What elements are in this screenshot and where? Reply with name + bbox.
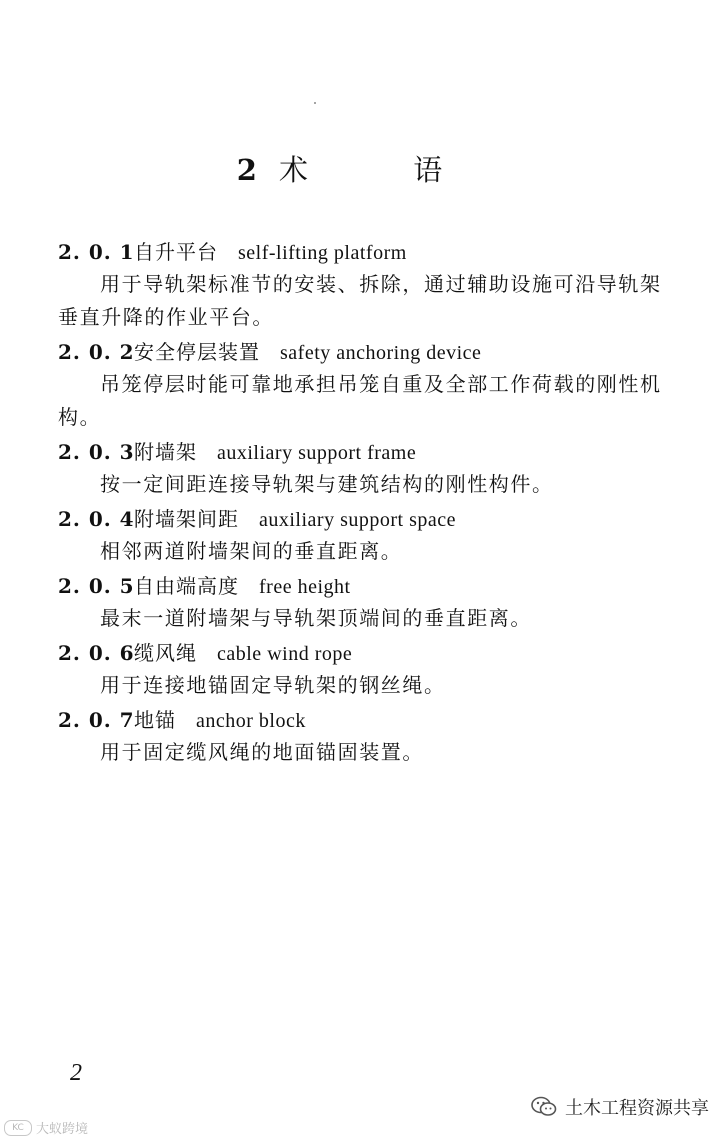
term-entry (58, 336, 678, 434)
term-header (58, 637, 678, 669)
term-entry (58, 236, 678, 334)
term-header (58, 436, 678, 468)
term-entry (58, 704, 678, 769)
term-definition: 吊笼停层时能可靠地承担吊笼自重及全部工作荷载的刚性机构。 (58, 372, 662, 429)
term-header (58, 570, 678, 602)
scan-speck (314, 102, 316, 104)
term-definition: 最末一道附墙架与导轨架顶端间的垂直距离。 (100, 606, 532, 630)
watermark-text: 大蚁跨境 (36, 1122, 89, 1137)
term-entry (58, 637, 678, 702)
term-chinese: 附墙架间距 (134, 507, 239, 531)
term-number: 2. 0. 5 (58, 574, 135, 598)
term-entry (58, 570, 678, 635)
term-entry (58, 503, 678, 568)
term-english: self-lifting platform (238, 242, 407, 264)
term-header (58, 236, 678, 268)
term-english: free height (259, 576, 351, 598)
term-chinese: 附墙架 (134, 440, 197, 464)
term-chinese: 地锚 (134, 708, 176, 732)
term-header (58, 503, 678, 535)
term-chinese: 自由端高度 (134, 574, 239, 598)
term-number: 2. 0. 4 (58, 507, 135, 531)
term-definition: 用于连接地锚固定导轨架的钢丝绳。 (100, 673, 446, 697)
term-definition: 用于导轨架标准节的安装、拆除，通过辅助设施可沿导轨架垂直升降的作业平台。 (58, 272, 662, 329)
page-number: 2 (70, 1060, 82, 1086)
watermark-logo: KC (4, 1120, 32, 1136)
term-header (58, 336, 678, 368)
term-definition: 用于固定缆风绳的地面锚固装置。 (100, 740, 424, 764)
term-number: 2. 0. 3 (58, 440, 135, 464)
term-chinese: 自升平台 (134, 240, 218, 264)
wechat-icon (531, 1096, 557, 1118)
watermark-left (4, 1118, 88, 1137)
term-english: safety anchoring device (280, 342, 482, 364)
term-number: 2. 0. 1 (58, 240, 135, 264)
term-definition: 相邻两道附墙架间的垂直距离。 (100, 539, 403, 563)
term-english: auxiliary support frame (217, 442, 417, 464)
chapter-number: 2 (236, 153, 257, 187)
term-english: cable wind rope (217, 643, 353, 665)
term-header (58, 704, 678, 736)
term-english: anchor block (196, 710, 306, 732)
terms-list (58, 236, 678, 771)
term-number: 2. 0. 6 (58, 641, 135, 665)
term-number: 2. 0. 7 (58, 708, 135, 732)
term-entry (58, 436, 678, 501)
term-number: 2. 0. 2 (58, 340, 135, 364)
chapter-title: 术 语 (278, 153, 491, 187)
term-chinese: 缆风绳 (134, 641, 197, 665)
account-name: 土木工程资源共享 (565, 1098, 709, 1119)
account-watermark (531, 1094, 709, 1120)
term-english: auxiliary support space (259, 509, 456, 531)
term-chinese: 安全停层装置 (134, 340, 260, 364)
chapter-heading (0, 148, 727, 189)
term-definition: 按一定间距连接导轨架与建筑结构的刚性构件。 (100, 472, 554, 496)
